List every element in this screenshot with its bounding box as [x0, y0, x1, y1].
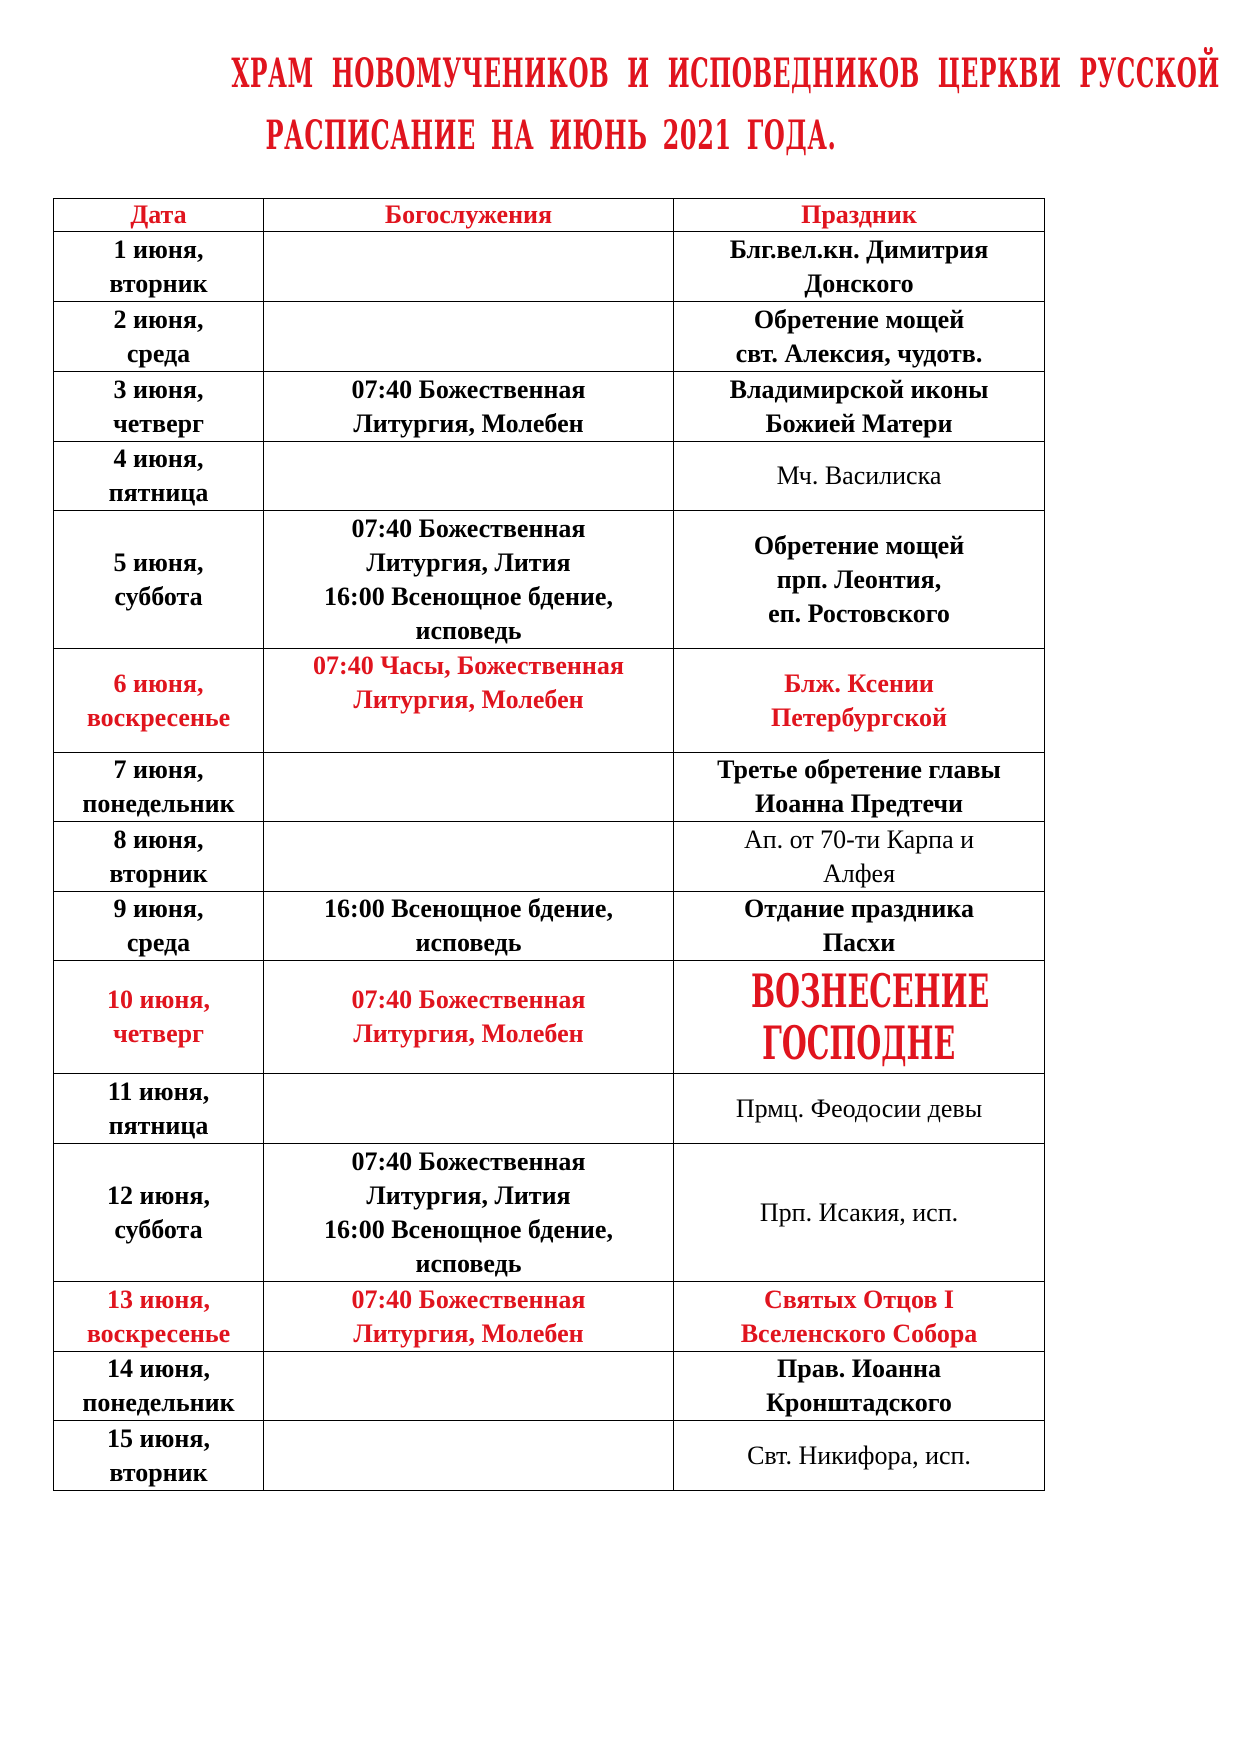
services-cell [264, 753, 674, 822]
services-cell [264, 442, 674, 511]
services-cell [264, 1352, 674, 1421]
feast-cell: Владимирской иконы Божией Матери [674, 372, 1045, 442]
services-cell: 07:40 Божественная Литургия, Молебен [264, 961, 674, 1074]
table-row [54, 892, 1045, 961]
feast-cell: Прав. Иоанна Кронштадского [674, 1352, 1045, 1421]
document-title: ХРАМ НОВОМУЧЕНИКОВ И ИСПОВЕДНИКОВ ЦЕРКВИ РУССКОЙ [231, 50, 1220, 97]
feast-cell: Мч. Василиска [674, 442, 1045, 511]
date-cell: 12 июня, суббота [54, 1144, 264, 1282]
table-row [54, 302, 1045, 372]
column-header-date: Дата [54, 199, 264, 232]
services-cell: 16:00 Всенощное бдение, исповедь [264, 892, 674, 961]
date-cell: 14 июня, понедельник [54, 1352, 264, 1421]
table-row [54, 1421, 1045, 1491]
feast-cell [674, 961, 1045, 1074]
feast-cell: Отдание праздника Пасхи [674, 892, 1045, 961]
feast-cell: Прмц. Феодосии девы [674, 1074, 1045, 1144]
date-cell: 7 июня, понедельник [54, 753, 264, 822]
feast-highlight: ГОСПОДНЕ [762, 1016, 956, 1070]
table-row [54, 232, 1045, 302]
feast-cell: Обретение мощей свт. Алексия, чудотв. [674, 302, 1045, 372]
table-row [54, 1144, 1045, 1282]
services-cell: 07:40 Божественная Литургия, Лития 16:00 Всенощное бдение, исповедь [264, 1144, 674, 1282]
date-cell: 10 июня, четверг [54, 961, 264, 1074]
column-header-services: Богослужения [264, 199, 674, 232]
services-cell: 07:40 Божественная Литургия, Молебен [264, 1282, 674, 1352]
column-header-feast: Праздник [674, 199, 1045, 232]
services-cell [264, 1074, 674, 1144]
services-cell [264, 1421, 674, 1491]
document-subtitle: РАСПИСАНИЕ НА ИЮНЬ 2021 ГОДА. [265, 112, 837, 159]
services-cell: 07:40 Божественная Литургия, Лития 16:00 Всенощное бдение, исповедь [264, 511, 674, 649]
services-cell: 07:40 Божественная Литургия, Молебен [264, 372, 674, 442]
services-cell: 07:40 Часы, Божественная Литургия, Молебен [264, 649, 674, 753]
services-cell [264, 302, 674, 372]
table-row [54, 1074, 1045, 1144]
feast-cell: Блж. Ксении Петербургской [674, 649, 1045, 753]
date-cell: 2 июня, среда [54, 302, 264, 372]
date-cell: 6 июня, воскресенье [54, 649, 264, 753]
date-cell: 9 июня, среда [54, 892, 264, 961]
table-row [54, 961, 1045, 1074]
date-cell: 11 июня, пятница [54, 1074, 264, 1144]
feast-cell: Обретение мощей прп. Леонтия, еп. Ростовского [674, 511, 1045, 649]
feast-cell: Свт. Никифора, исп. [674, 1421, 1045, 1491]
feast-highlight: ВОЗНЕСЕНИЕ [751, 964, 990, 1018]
date-cell: 8 июня, вторник [54, 822, 264, 892]
feast-cell: Святых Отцов I Вселенского Собора [674, 1282, 1045, 1352]
table-row [54, 442, 1045, 511]
date-cell: 3 июня, четверг [54, 372, 264, 442]
table-row [54, 753, 1045, 822]
table-row [54, 649, 1045, 753]
feast-cell: Блг.вел.кн. Димитрия Донского [674, 232, 1045, 302]
services-cell [264, 822, 674, 892]
services-cell [264, 232, 674, 302]
date-cell: 1 июня, вторник [54, 232, 264, 302]
feast-cell: Третье обретение главы Иоанна Предтечи [674, 753, 1045, 822]
date-cell: 13 июня, воскресенье [54, 1282, 264, 1352]
table-row [54, 1282, 1045, 1352]
table-row [54, 1352, 1045, 1421]
table-row [54, 372, 1045, 442]
table-row [54, 511, 1045, 649]
feast-cell: Прп. Исакия, исп. [674, 1144, 1045, 1282]
schedule-table [53, 198, 1045, 1491]
feast-cell: Ап. от 70-ти Карпа и Алфея [674, 822, 1045, 892]
date-cell: 4 июня, пятница [54, 442, 264, 511]
table-row [54, 822, 1045, 892]
date-cell: 15 июня, вторник [54, 1421, 264, 1491]
table-header-row [54, 199, 1045, 232]
date-cell: 5 июня, суббота [54, 511, 264, 649]
